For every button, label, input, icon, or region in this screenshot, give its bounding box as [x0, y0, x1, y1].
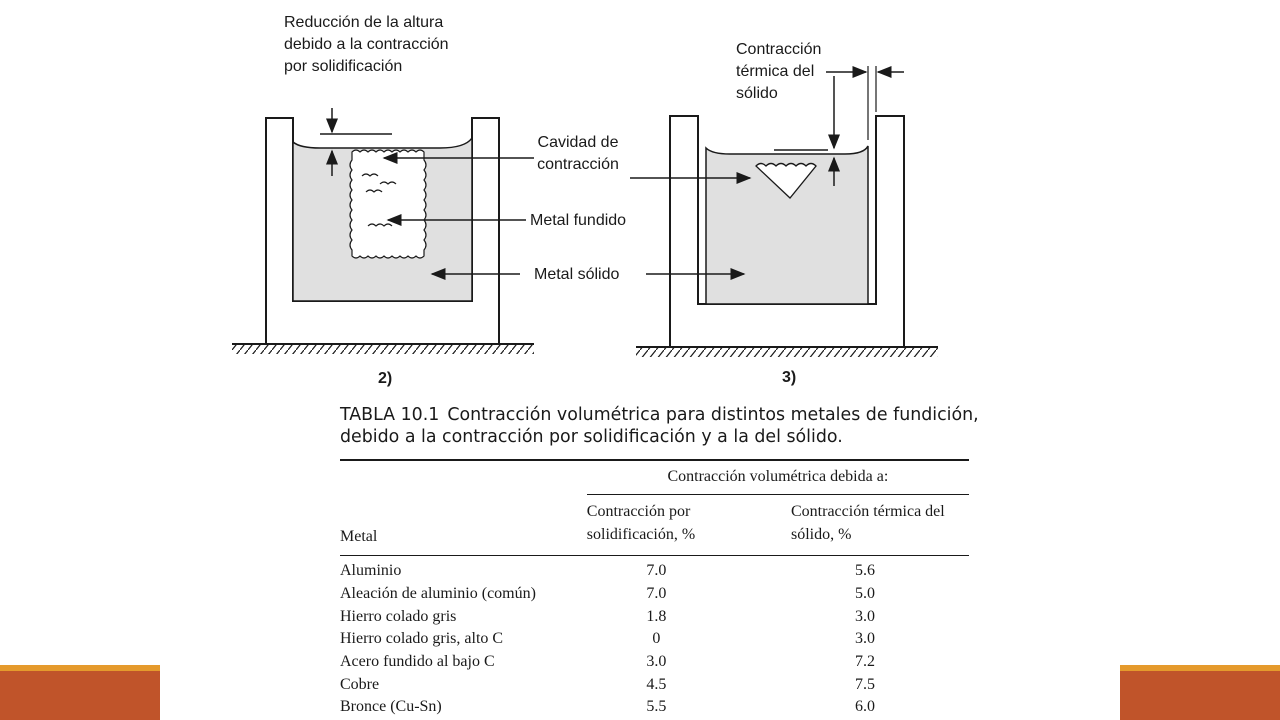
cell-metal: Bronce (Cu-Sn)	[340, 698, 442, 716]
header-thermal	[791, 495, 969, 556]
table-row	[340, 583, 969, 606]
cell-solidification: 3.0	[646, 653, 667, 671]
cell-thermal: 3.0	[855, 607, 875, 625]
header-metal	[340, 495, 587, 556]
figure-2-number: 2)	[378, 370, 393, 387]
label-molten-metal: Metal fundido	[530, 212, 627, 229]
cell-solidification: 7.0	[646, 585, 667, 603]
header-solidification	[587, 495, 791, 556]
header-group	[587, 460, 969, 495]
header-metal-label: Metal	[340, 528, 378, 545]
cell-solidification: 0	[652, 630, 661, 648]
header-thermal-label: Contracción térmica del sólido, %	[791, 503, 945, 543]
footer-accent-bar-right	[1120, 665, 1280, 720]
cell-metal: Aluminio	[340, 562, 402, 580]
contraction-table	[340, 459, 969, 719]
cell-thermal: 5.0	[855, 585, 875, 603]
figure-2-mold	[232, 108, 534, 354]
cell-thermal: 3.0	[855, 630, 875, 648]
table-row	[340, 696, 969, 719]
cell-solidification: 4.5	[646, 675, 667, 693]
label-solid-metal: Metal sólido	[534, 266, 620, 283]
table-caption	[340, 404, 980, 448]
table-row	[340, 556, 969, 583]
cell-solidification: 7.0	[646, 562, 667, 580]
cell-metal: Aleación de aluminio (común)	[340, 585, 536, 603]
table-caption-tag: TABLA 10.1	[340, 405, 440, 425]
footer-accent-bar-left	[0, 665, 160, 720]
label-height-reduction: Reducción de la altura debido a la contracción por solidificación	[284, 14, 449, 75]
cell-thermal: 7.2	[855, 653, 875, 671]
table-row	[340, 628, 969, 651]
header-spacer	[340, 460, 587, 495]
cell-solidification: 5.5	[646, 698, 667, 716]
table-row	[340, 605, 969, 628]
table-caption-text: Contracción volumétrica para distintos metales de fundición, debido a la contracción por solidificación y a la del sólido.	[340, 405, 979, 447]
cell-thermal: 5.6	[855, 562, 875, 580]
header-solidification-label: Contracción por solidificación, %	[586, 503, 696, 543]
cell-thermal: 7.5	[855, 675, 875, 693]
label-shrinkage-cavity: Cavidad de contracción	[537, 134, 619, 173]
cell-metal: Acero fundido al bajo C	[340, 653, 495, 671]
figure-3-number: 3)	[782, 369, 797, 386]
figure-3-mold	[630, 66, 938, 357]
header-group-label: Contracción volumétrica debida a:	[667, 468, 889, 485]
cell-metal: Hierro colado gris	[340, 607, 457, 625]
cell-thermal: 6.0	[855, 698, 875, 716]
cell-metal: Cobre	[340, 675, 380, 693]
table-row	[340, 673, 969, 696]
cell-solidification: 1.8	[646, 607, 667, 625]
label-thermal-contraction: Contracción térmica del sólido	[736, 41, 822, 102]
table-row	[340, 651, 969, 674]
cell-metal: Hierro colado gris, alto C	[340, 630, 504, 648]
